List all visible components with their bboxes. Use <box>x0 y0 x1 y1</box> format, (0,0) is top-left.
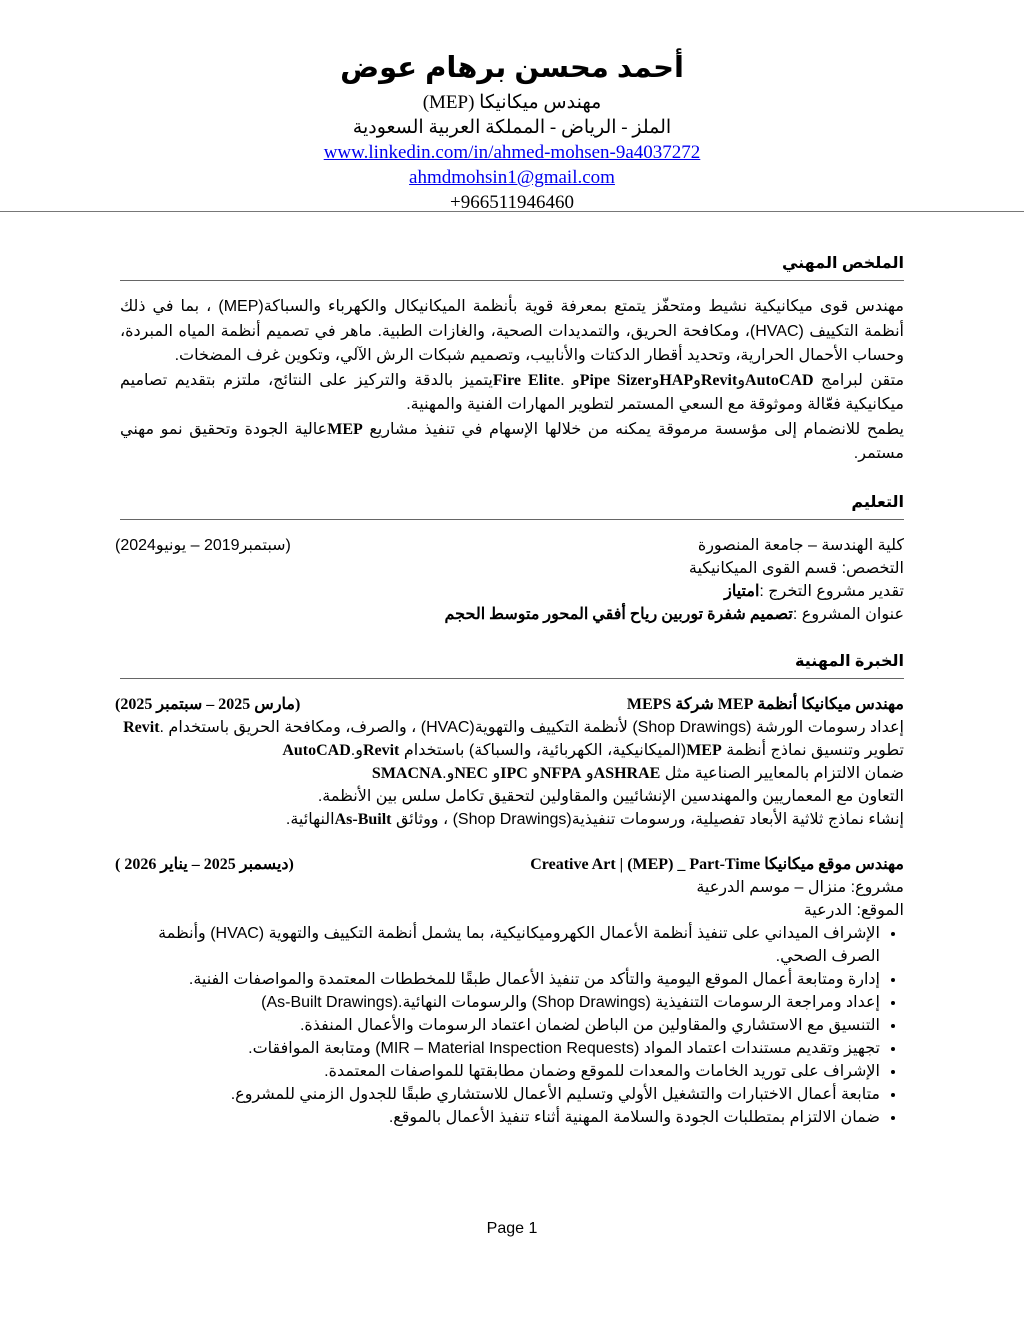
job-entry <box>115 693 904 831</box>
text-segment: و <box>527 764 540 782</box>
section-heading: الملخص المهني <box>120 252 904 281</box>
summary-section <box>120 252 904 467</box>
school-name: كلية الهندسة – جامعة المنصورة <box>697 536 904 554</box>
page-number: Page 1 <box>486 1220 538 1237</box>
bold-term: AutoCAD <box>745 371 814 389</box>
text-segment: ضمان الالتزام بالمعايير الصناعية مثل <box>660 764 904 782</box>
job-project: مشروع: منزال – موسم الدرعية <box>696 878 904 896</box>
summary-paragraph <box>120 369 904 418</box>
bullet-item: • الإشراف على توريد الخامات والمعدات للموقع وضمان مطابقتها للمواصفات المعتمدة. <box>120 1060 880 1083</box>
resume-header <box>0 46 1024 215</box>
text-segment: مهندس قوى ميكانيكية نشيط ومتحفّز يتمتع بمعرفة قوية بأنظمة الميكانيكال والكهرباء والسباكة(MEP) ، بما في ذلك أنظمة التكييف (HVAC)، ومكافحة الحريق، والتمديدات الصحية، والغازات الطبية. ماهر في تصميم أنظمة المياه المبردة، وحساب الأحمال الحرارية، وتحديد أقطار الدكتات والأنابيب، وتصميم شبكات الرش الآلي، وتكوين غرف المضخات. <box>120 298 905 364</box>
education-section <box>115 491 904 626</box>
text-segment: و <box>488 764 501 782</box>
bold-term: ASHRAE <box>593 764 661 782</box>
header-divider <box>0 211 1024 212</box>
bold-term: Pipe Sizer <box>579 371 652 389</box>
project-value: تصميم شفرة توربين رياح أفقي المحور متوسط الحجم <box>444 605 793 623</box>
text-segment: و <box>737 371 746 389</box>
job-site: الموقع: الدرعية <box>803 901 904 919</box>
grade-value: امتياز <box>724 582 760 600</box>
job-dates: (مارس 2025 – سبتمبر 2025) <box>115 695 301 713</box>
bold-term: SMACNA <box>371 764 443 782</box>
candidate-name: أحمد محسن برهام عوض <box>340 52 684 84</box>
text-segment: النهائية. <box>285 810 335 828</box>
bold-term: IPC <box>500 764 528 782</box>
bold-term: AutoCAD <box>282 741 351 759</box>
bold-term: HAP <box>659 371 694 389</box>
text-segment: يتميز بالدقة والتركيز على النتائج، ملتزم بتقديم تصاميم ميكانيكية فعّالة وموثوقة مع السعي المستمر لتطوير المهارات الفنية والمهنية. <box>120 371 904 413</box>
text-segment: متقن لبرامج <box>813 371 905 389</box>
duty-line <box>120 762 904 785</box>
bullet-item: • متابعة أعمال الاختبارات والتشغيل الأولي وتسليم الأعمال للاستشاري طبقًا للجدول الزمني للمشروع. <box>120 1083 880 1106</box>
text-segment: عالية الجودة وتحقيق نمو مهني مستمر. <box>120 420 904 462</box>
education-dates: (سبتمبر2019 – يونيو2024) <box>115 536 291 554</box>
job-entry <box>115 853 904 1129</box>
job-dates: (ديسمبر 2025 – يناير 2026 ) <box>115 855 294 873</box>
bold-term: MEP <box>327 420 363 438</box>
phone-number: +966511946460 <box>449 192 574 213</box>
duty-line <box>120 716 904 739</box>
location: الملز - الرياض - المملكة العربية السعودية <box>352 117 672 138</box>
text-segment: (الميكانيكية، الكهربائية، والسباكة) باستخدام <box>399 741 687 759</box>
project-label: عنوان المشروع : <box>792 605 904 623</box>
resume-body <box>115 252 905 1153</box>
bold-term: NEC <box>454 764 489 782</box>
duty-line <box>120 785 904 808</box>
bullet-item: • ضمان الالتزام بمتطلبات الجودة والسلامة المهنية أثناء تنفيذ الأعمال بالموقع. <box>120 1106 880 1129</box>
bullet-item: • التنسيق مع الاستشاري والمقاولين من الباطن لضمان اعتماد الرسومات والأعمال المنفذة. <box>120 1014 880 1037</box>
section-heading: التعليم <box>120 491 904 520</box>
bold-term: Revit <box>362 741 400 759</box>
bold-term: MEP <box>686 741 722 759</box>
linkedin-link[interactable]: www.linkedin.com/in/ahmed-mohsen-9a4037272 <box>323 142 701 163</box>
job-title: مهندس ميكانيكا أنظمة MEP شركة MEPS <box>626 695 904 713</box>
summary-paragraph <box>120 295 904 369</box>
bullet-item: • إعداد ومراجعة الرسومات التنفيذية (Shop Drawings) والرسومات النهائية.(As-Built Drawings) <box>120 991 880 1014</box>
duty-line <box>120 739 904 762</box>
summary-text <box>120 295 904 467</box>
bullet-item: • تجهيز وتقديم مستندات اعتماد المواد (MIR – Material Inspection Requests) ومتابعة الموافقات. <box>120 1037 880 1060</box>
text-segment: تطوير وتنسيق نماذج أنظمة <box>721 741 904 759</box>
text-segment: و. <box>350 741 363 759</box>
duty-line <box>120 808 904 831</box>
text-segment: و <box>693 371 701 389</box>
bold-term: As-Built <box>334 810 392 828</box>
text-segment: إنشاء نماذج ثلاثية الأبعاد تفصيلية، ورسومات تنفيذية(Shop Drawings) ، ووثائق <box>391 810 904 828</box>
email-link[interactable]: ahmdmohsin1@gmail.com <box>409 167 615 188</box>
bold-term: Revit <box>123 718 160 736</box>
text-segment: يطمح للانضمام إلى مؤسسة مرموقة يمكنه من خلالها الإسهام في تنفيذ مشاريع <box>362 420 904 438</box>
text-segment: و . <box>560 371 580 389</box>
bold-term: Fire Elite <box>492 371 561 389</box>
summary-paragraph <box>120 418 904 467</box>
experience-section <box>115 650 904 1129</box>
job-title: مهندس ميكانيكا (MEP) <box>422 92 602 113</box>
job-duties <box>120 716 904 831</box>
education-major: التخصص: قسم القوى الميكانيكية <box>688 559 904 577</box>
bold-term: Revit <box>700 371 738 389</box>
text-segment: إعداد رسومات الورشة (Shop Drawings) لأنظمة التكييف والتهوية(HVAC) ، والصرف، ومكافحة الحريق باستخدام . <box>159 718 904 736</box>
job-title: مهندس موقع ميكانيكا Creative Art | (MEP) _ Part-Time <box>530 855 904 873</box>
job-bullets <box>120 922 904 1129</box>
text-segment: و <box>651 371 660 389</box>
grade-label: تقدير مشروع التخرج : <box>759 582 904 600</box>
bullet-item: • الإشراف الميداني على تنفيذ أنظمة الأعمال الكهروميكانيكية، بما يشمل أنظمة التكييف والتهوية (HVAC) وأنظمة الصرف الصحي. <box>120 922 880 968</box>
text-segment: التعاون مع المعماريين والمهندسين الإنشائيين والمقاولين لتحقيق تكامل سلس بين الأنظمة. <box>317 787 904 805</box>
text-segment: و <box>581 764 594 782</box>
section-heading: الخبرة المهنية <box>120 650 904 679</box>
text-segment: و. <box>442 764 455 782</box>
bullet-item: • إدارة ومتابعة أعمال الموقع اليومية والتأكد من تنفيذ الأعمال طبقًا للمخططات المعتمدة والمواصفات الفنية. <box>120 968 880 991</box>
bold-term: NFPA <box>540 764 582 782</box>
